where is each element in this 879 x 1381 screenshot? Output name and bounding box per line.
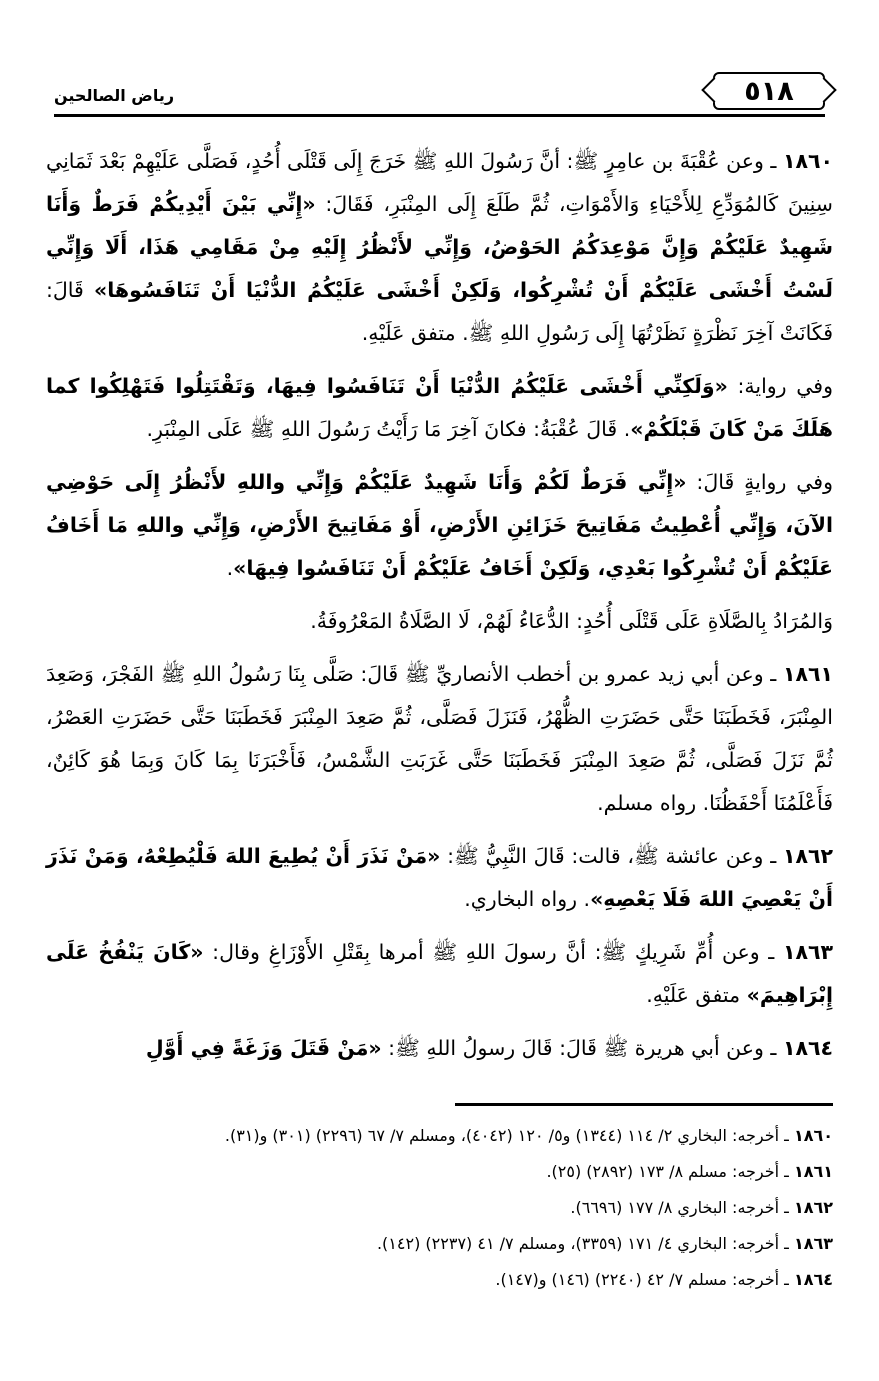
footnote-number: ١٨٦١ [793,1162,833,1181]
hadith-text: ـ وعن عُقْبَةَ بن عامِرٍ ﷺ: أنَّ رَسُولَ اللهِ ﷺ خَرَجَ إِلَى قَتْلَى أُحُدٍ، فَصَلَّى عَلَيْهِمْ بَعْدَ ثَمَانِي سِنِينَ كَالمُوَدِّعِ لِلأَحْيَاءِ وَالأَمْوَاتِ، ثُمَّ طَلَعَ إِلَى المِنْبَرِ، فَقَالَ: [46,149,833,216]
hadith-number: ١٨٦٤ [782,1036,833,1060]
hadith-text: وفي رواية: [727,374,833,398]
hadith-number: ١٨٦٣ [782,940,833,964]
hadith-number: ١٨٦٢ [782,844,833,868]
hadith-text: متفق عَلَيْهِ. [646,983,747,1007]
hadith-paragraph [46,653,833,825]
hadith-text: ـ وعن أبي زيد عمرو بن أخطب الأنصاريِّ ﷺ قَالَ: صَلَّى بِنَا رَسُولُ اللهِ ﷺ الفَجْرَ، وَصَعِدَ المِنْبَرَ، فَخَطَبَنَا حَتَّى حَضَرَتِ الظُّهْرُ، فَنَزَلَ فَصَلَّى، ثُمَّ صَعِدَ المِنْبَرَ فَخَطَبَنَا حَتَّى حَضَرَتِ العَصْرُ، ثُمَّ نَزَلَ فَصَلَّى، ثُمَّ صَعِدَ المِنْبَرَ فَخَطَبَنَا حَتَّى غَرَبَتِ الشَّمْسُ، فَأَخْبَرَنَا بِمَا كَانَ وَبِمَا هُوَ كَائِنٌ، فَأَعْلَمُنَا أَحْفَظُنَا. رواه مسلم. [46,662,833,815]
prophetic-quote: «مَنْ نَذَرَ أَنْ يُطِيعَ اللهَ فَلْيُطِعْهُ، وَمَنْ نَذَرَ أَنْ يَعْصِيَ اللهَ فَلَا يَعْصِهِ» [46,844,833,911]
hadith-text: ـ وعن عائشة ﷺ، قالت: قَالَ النَّبِيُّ ﷺ: [440,844,783,868]
hadith-text: . قَالَ عُقْبَةُ: فكانَ آخِرَ مَا رَأَيْتُ رَسُولَ اللهِ ﷺ عَلَى المِنْبَرِ. [146,417,631,441]
footnote-number: ١٨٦٠ [793,1126,833,1145]
prophetic-quote: «مَنْ قَتَلَ وَزَغَةً فِي أَوَّلِ [145,1036,382,1060]
footnote-text: ـ أخرجه: البخاري ٨/ ١٧٧ (٦٦٩٦). [570,1198,794,1217]
footnote-number: ١٨٦٢ [793,1198,833,1217]
prophetic-quote: «إِنِّي فَرَطٌ لَكُمْ وَأَنَا شَهِيدٌ عَلَيْكُمْ وَإِنِّي واللهِ لأَنْظُرُ إِلَى حَوْضِي الآنَ، وَإِنِّي أُعْطِيتُ مَفَاتِيحَ خَزَائِنِ الأَرْضِ، أَوْ مَفَاتِيحَ الأَرْضِ، وَإِنِّي واللهِ مَا أَخَافُ عَلَيْكُمْ أَنْ تُشْرِكُوا بَعْدِي، وَلَكِنْ أَخَافُ عَلَيْكُمْ أَنْ تَنَافَسُوا فِيهَا» [46,470,833,580]
hadith-text: . رواه البخاري. [464,887,591,911]
main-content [46,140,833,1080]
prophetic-quote: «إِنِّي بَيْنَ أَيْدِيكُمْ فَرَطٌ وَأَنَا شَهِيدٌ عَلَيْكُمْ وَإِنَّ مَوْعِدَكُمُ الحَوْضُ، وَإِنِّي لأَنْظُرُ إِلَيْهِ مِنْ مَقَامِي هَذَا، أَلَا وَإِنِّي لَسْتُ أَخْشَى عَلَيْكُمْ أَنْ تُشْرِكُوا، وَلَكِنْ أَخْشَى عَلَيْكُمُ الدُّنْيَا أَنْ تَنَافَسُوهَا» [46,192,833,302]
footnote-number: ١٨٦٤ [793,1270,833,1289]
hadith-number: ١٨٦٠ [782,149,833,173]
footnote [46,1154,833,1190]
narration-paragraph [46,461,833,590]
footnote-number: ١٨٦٣ [793,1234,833,1253]
hadith-paragraph [46,931,833,1017]
hadith-text: وَالمُرَادُ بِالصَّلَاةِ عَلَى قَتْلَى أُحُدٍ: الدُّعَاءُ لَهُمْ، لَا الصَّلَاةُ المَعْرُوفَةُ. [310,609,833,633]
hadith-text: وفي روايةٍ قَالَ: [686,470,834,494]
narration-paragraph [46,600,833,643]
hadith-text: ـ وعن أبي هريرة ﷺ قَالَ: قَالَ رسولُ اللهِ ﷺ: [381,1036,783,1060]
narration-paragraph [46,365,833,451]
hadith-paragraph [46,140,833,355]
book-title: رياض الصالحين [54,86,175,105]
hadith-paragraph [46,835,833,921]
footnote-text: ـ أخرجه: مسلم ٨/ ١٧٣ (٢٨٩٢) (٢٥). [546,1162,794,1181]
footnote-text: ـ أخرجه: البخاري ٢/ ١١٤ (١٣٤٤) و٥/ ١٢٠ (٤٠٤٢)، ومسلم ٧/ ٦٧ (٢٢٩٦) (٣٠١) و(٣١). [224,1126,794,1145]
header-divider [54,114,825,117]
hadith-text: . [226,556,234,580]
footnote [46,1190,833,1226]
prophetic-quote: «كَانَ يَنْفُخُ عَلَى إِبْرَاهِيمَ» [46,940,833,1007]
footnote-text: ـ أخرجه: البخاري ٤/ ١٧١ (٣٣٥٩)، ومسلم ٧/ ٤١ (٢٢٣٧) (١٤٢). [376,1234,794,1253]
page-number: ٥١٨ [713,72,825,110]
hadith-paragraph [46,1027,833,1070]
footnote [46,1118,833,1154]
prophetic-quote: «وَلَكِنِّي أَخْشَى عَلَيْكُمُ الدُّنْيَا أَنْ تَنَافَسُوا فِيهَا، وَتَقْتَتِلُوا فَتَهْلِكُوا كما هَلَكَ مَنْ كَانَ قَبْلَكُمْ» [46,374,833,441]
hadith-text: ـ وعن أُمِّ شَرِيكٍ ﷺ: أنَّ رسولَ اللهِ ﷺ أمرها بِقَتْلِ الأَوْزَاغِ وقال: [203,940,783,964]
footnotes [46,1118,833,1298]
footnote [46,1226,833,1262]
hadith-text: قَالَ: فَكَانَتْ آخِرَ نَظْرَةٍ نَظَرْتُهَا إِلَى رَسُولِ اللهِ ﷺ. متفق عَلَيْهِ. [46,278,833,345]
footnote-text: ـ أخرجه: مسلم ٧/ ٤٢ (٢٢٤٠) (١٤٦) و(١٤٧). [495,1270,794,1289]
hadith-number: ١٨٦١ [782,662,833,686]
footnote [46,1262,833,1298]
page-header [54,68,825,118]
footnote-divider [455,1103,833,1106]
